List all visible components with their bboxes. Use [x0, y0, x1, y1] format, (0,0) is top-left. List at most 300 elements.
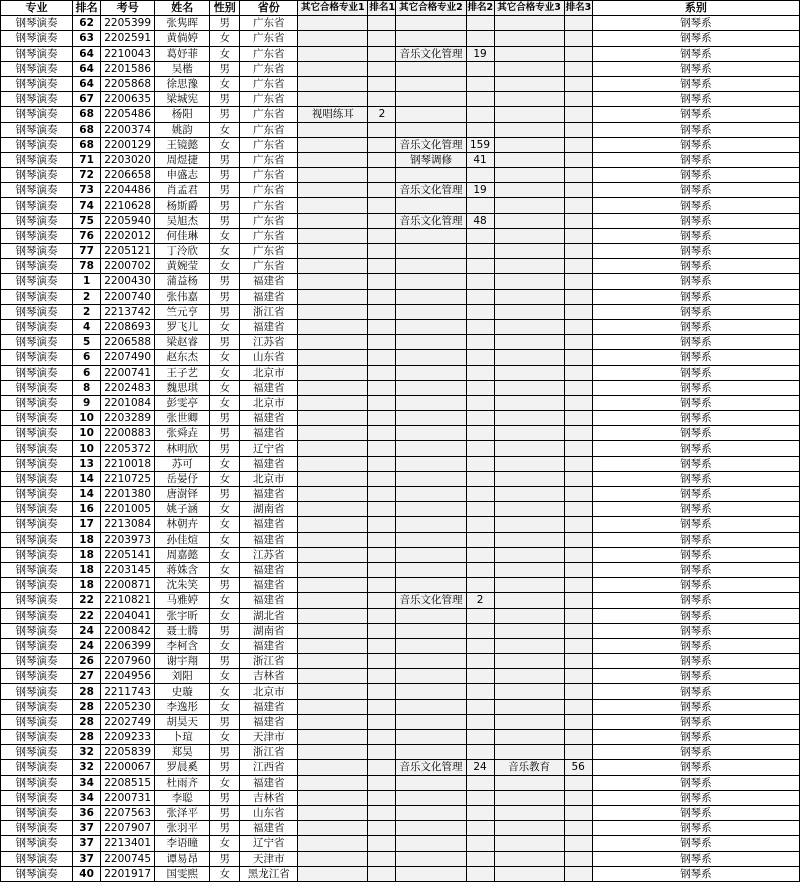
- cell-rank-3: 56: [564, 760, 592, 775]
- cell-rank: 28: [73, 714, 101, 729]
- cell-rank-3: [564, 456, 592, 471]
- cell-other-major-1: [298, 319, 368, 334]
- cell-other-major-3: [494, 805, 564, 820]
- cell-other-major-2: [396, 31, 466, 46]
- cell-gender: 女: [210, 228, 240, 243]
- cell-province: 福建省: [240, 426, 298, 441]
- cell-gender: 男: [210, 92, 240, 107]
- cell-rank: 78: [73, 259, 101, 274]
- cell-province: 浙江省: [240, 654, 298, 669]
- cell-other-major-3: [494, 517, 564, 532]
- cell-major: 钢琴演奏: [1, 532, 73, 547]
- cell-major: 钢琴演奏: [1, 198, 73, 213]
- cell-rank-2: [466, 61, 494, 76]
- cell-other-major-1: [298, 411, 368, 426]
- cell-major: 钢琴演奏: [1, 638, 73, 653]
- cell-major: 钢琴演奏: [1, 730, 73, 745]
- cell-rank-2: [466, 775, 494, 790]
- cell-major: 钢琴演奏: [1, 502, 73, 517]
- cell-name: 史璇: [155, 684, 210, 699]
- cell-other-major-3: [494, 608, 564, 623]
- cell-rank: 76: [73, 228, 101, 243]
- cell-rank-2: [466, 532, 494, 547]
- cell-exam-no: 2201586: [101, 61, 155, 76]
- cell-other-major-3: [494, 426, 564, 441]
- cell-other-major-2: [396, 198, 466, 213]
- cell-rank-2: [466, 380, 494, 395]
- cell-rank-1: [368, 183, 396, 198]
- cell-exam-no: 2210628: [101, 198, 155, 213]
- cell-province: 江苏省: [240, 335, 298, 350]
- table-row: [1, 152, 800, 167]
- cell-rank-1: [368, 137, 396, 152]
- cell-other-major-2: [396, 517, 466, 532]
- cell-exam-no: 2201084: [101, 395, 155, 410]
- cell-other-major-3: [494, 471, 564, 486]
- cell-exam-no: 2200067: [101, 760, 155, 775]
- cell-rank-3: [564, 745, 592, 760]
- header-other-major-3: 其它合格专业3: [494, 1, 564, 16]
- cell-other-major-2: [396, 836, 466, 851]
- cell-other-major-2: [396, 562, 466, 577]
- cell-rank-3: [564, 411, 592, 426]
- cell-other-major-2: [396, 487, 466, 502]
- cell-other-major-3: [494, 654, 564, 669]
- cell-rank-1: [368, 593, 396, 608]
- cell-exam-no: 2207563: [101, 805, 155, 820]
- cell-gender: 男: [210, 304, 240, 319]
- cell-other-major-2: [396, 578, 466, 593]
- cell-rank: 2: [73, 289, 101, 304]
- cell-rank-2: [466, 411, 494, 426]
- cell-rank: 1: [73, 274, 101, 289]
- cell-exam-no: 2207960: [101, 654, 155, 669]
- cell-province: 福建省: [240, 274, 298, 289]
- cell-rank-1: [368, 699, 396, 714]
- table-row: [1, 593, 800, 608]
- cell-exam-no: 2210725: [101, 471, 155, 486]
- cell-exam-no: 2205121: [101, 244, 155, 259]
- cell-department: 钢琴系: [592, 502, 799, 517]
- cell-major: 钢琴演奏: [1, 562, 73, 577]
- cell-department: 钢琴系: [592, 198, 799, 213]
- cell-rank: 67: [73, 92, 101, 107]
- cell-other-major-1: [298, 335, 368, 350]
- cell-exam-no: 2208515: [101, 775, 155, 790]
- cell-rank-3: [564, 517, 592, 532]
- cell-department: 钢琴系: [592, 638, 799, 653]
- cell-exam-no: 2200702: [101, 259, 155, 274]
- cell-province: 北京市: [240, 471, 298, 486]
- cell-other-major-1: [298, 471, 368, 486]
- cell-other-major-1: [298, 805, 368, 820]
- cell-rank-2: [466, 122, 494, 137]
- cell-exam-no: 2210043: [101, 46, 155, 61]
- cell-rank-2: [466, 289, 494, 304]
- cell-other-major-2: [396, 502, 466, 517]
- cell-rank-2: [466, 562, 494, 577]
- cell-other-major-1: [298, 745, 368, 760]
- cell-rank-3: [564, 168, 592, 183]
- cell-major: 钢琴演奏: [1, 16, 73, 31]
- cell-province: 福建省: [240, 411, 298, 426]
- cell-rank-2: [466, 699, 494, 714]
- cell-name: 国雯熙: [155, 866, 210, 881]
- cell-gender: 女: [210, 866, 240, 881]
- cell-gender: 男: [210, 623, 240, 638]
- cell-province: 天津市: [240, 730, 298, 745]
- cell-name: 卜瑄: [155, 730, 210, 745]
- cell-exam-no: 2213742: [101, 304, 155, 319]
- cell-department: 钢琴系: [592, 365, 799, 380]
- cell-exam-no: 2205141: [101, 547, 155, 562]
- cell-gender: 女: [210, 730, 240, 745]
- cell-gender: 女: [210, 547, 240, 562]
- cell-other-major-1: [298, 517, 368, 532]
- cell-other-major-1: [298, 654, 368, 669]
- cell-other-major-1: [298, 638, 368, 653]
- cell-rank-2: [466, 335, 494, 350]
- cell-province: 黑龙江省: [240, 866, 298, 881]
- cell-other-major-3: [494, 16, 564, 31]
- cell-rank-1: [368, 608, 396, 623]
- cell-gender: 男: [210, 198, 240, 213]
- cell-other-major-3: [494, 669, 564, 684]
- cell-major: 钢琴演奏: [1, 335, 73, 350]
- cell-other-major-1: [298, 714, 368, 729]
- cell-rank: 6: [73, 350, 101, 365]
- cell-other-major-1: [298, 244, 368, 259]
- cell-rank-1: [368, 836, 396, 851]
- cell-rank-3: [564, 319, 592, 334]
- cell-department: 钢琴系: [592, 805, 799, 820]
- cell-name: 彭雯亭: [155, 395, 210, 410]
- cell-rank-3: [564, 441, 592, 456]
- cell-department: 钢琴系: [592, 183, 799, 198]
- cell-rank-2: [466, 669, 494, 684]
- cell-major: 钢琴演奏: [1, 851, 73, 866]
- cell-rank: 77: [73, 244, 101, 259]
- cell-rank-3: [564, 46, 592, 61]
- table-row: [1, 61, 800, 76]
- cell-exam-no: 2200740: [101, 289, 155, 304]
- cell-rank: 32: [73, 745, 101, 760]
- cell-province: 湖北省: [240, 608, 298, 623]
- cell-other-major-3: [494, 684, 564, 699]
- cell-rank-2: 41: [466, 152, 494, 167]
- cell-name: 张泽平: [155, 805, 210, 820]
- cell-major: 钢琴演奏: [1, 304, 73, 319]
- cell-other-major-2: [396, 107, 466, 122]
- cell-rank-2: [466, 684, 494, 699]
- cell-major: 钢琴演奏: [1, 517, 73, 532]
- cell-exam-no: 2203973: [101, 532, 155, 547]
- header-rank-1: 排名1: [368, 1, 396, 16]
- cell-province: 福建省: [240, 699, 298, 714]
- table-row: [1, 669, 800, 684]
- table-row: [1, 547, 800, 562]
- cell-rank-1: [368, 790, 396, 805]
- cell-exam-no: 2201005: [101, 502, 155, 517]
- cell-rank-3: [564, 623, 592, 638]
- cell-rank: 62: [73, 16, 101, 31]
- cell-other-major-3: [494, 380, 564, 395]
- header-department: 系别: [592, 1, 799, 16]
- cell-department: 钢琴系: [592, 684, 799, 699]
- cell-department: 钢琴系: [592, 714, 799, 729]
- cell-major: 钢琴演奏: [1, 547, 73, 562]
- cell-department: 钢琴系: [592, 350, 799, 365]
- cell-major: 钢琴演奏: [1, 228, 73, 243]
- cell-name: 张隽晖: [155, 16, 210, 31]
- table-row: [1, 836, 800, 851]
- cell-gender: 男: [210, 335, 240, 350]
- cell-name: 聂士腾: [155, 623, 210, 638]
- cell-other-major-3: [494, 547, 564, 562]
- cell-rank: 37: [73, 821, 101, 836]
- cell-rank-2: [466, 745, 494, 760]
- cell-other-major-2: 音乐文化管理: [396, 593, 466, 608]
- cell-rank-3: [564, 152, 592, 167]
- cell-gender: 女: [210, 319, 240, 334]
- cell-department: 钢琴系: [592, 16, 799, 31]
- cell-department: 钢琴系: [592, 547, 799, 562]
- cell-rank: 14: [73, 471, 101, 486]
- cell-other-major-3: [494, 487, 564, 502]
- cell-exam-no: 2206588: [101, 335, 155, 350]
- cell-name: 赵东杰: [155, 350, 210, 365]
- cell-other-major-1: [298, 562, 368, 577]
- cell-other-major-1: [298, 304, 368, 319]
- cell-other-major-1: [298, 61, 368, 76]
- cell-other-major-2: 音乐文化管理: [396, 213, 466, 228]
- cell-exam-no: 2205940: [101, 213, 155, 228]
- cell-other-major-1: [298, 122, 368, 137]
- cell-department: 钢琴系: [592, 319, 799, 334]
- cell-department: 钢琴系: [592, 775, 799, 790]
- cell-name: 林明欣: [155, 441, 210, 456]
- cell-other-major-1: [298, 623, 368, 638]
- cell-province: 辽宁省: [240, 441, 298, 456]
- cell-rank: 5: [73, 335, 101, 350]
- cell-name: 刘阳: [155, 669, 210, 684]
- cell-exam-no: 2206658: [101, 168, 155, 183]
- cell-exam-no: 2200731: [101, 790, 155, 805]
- cell-gender: 男: [210, 578, 240, 593]
- cell-gender: 男: [210, 654, 240, 669]
- cell-rank-2: [466, 578, 494, 593]
- cell-rank-3: [564, 790, 592, 805]
- cell-major: 钢琴演奏: [1, 669, 73, 684]
- table-row: [1, 730, 800, 745]
- cell-rank-3: [564, 851, 592, 866]
- cell-major: 钢琴演奏: [1, 821, 73, 836]
- cell-other-major-2: [396, 395, 466, 410]
- cell-department: 钢琴系: [592, 213, 799, 228]
- table-row: [1, 487, 800, 502]
- cell-rank-1: [368, 61, 396, 76]
- cell-rank-2: [466, 76, 494, 91]
- cell-rank-3: [564, 836, 592, 851]
- cell-other-major-3: [494, 228, 564, 243]
- cell-name: 孙佳煊: [155, 532, 210, 547]
- cell-name: 梁赵睿: [155, 335, 210, 350]
- cell-exam-no: 2205486: [101, 107, 155, 122]
- table-row: [1, 335, 800, 350]
- cell-department: 钢琴系: [592, 46, 799, 61]
- cell-name: 杜雨齐: [155, 775, 210, 790]
- cell-other-major-2: [396, 244, 466, 259]
- cell-other-major-2: [396, 61, 466, 76]
- cell-department: 钢琴系: [592, 532, 799, 547]
- cell-rank-2: [466, 790, 494, 805]
- cell-major: 钢琴演奏: [1, 152, 73, 167]
- table-row: [1, 426, 800, 441]
- cell-other-major-3: [494, 836, 564, 851]
- cell-name: 葛妤菲: [155, 46, 210, 61]
- cell-other-major-3: [494, 866, 564, 881]
- cell-other-major-2: [396, 866, 466, 881]
- cell-rank: 63: [73, 31, 101, 46]
- cell-rank: 24: [73, 638, 101, 653]
- cell-name: 周煜捷: [155, 152, 210, 167]
- cell-rank: 37: [73, 836, 101, 851]
- cell-rank-2: [466, 714, 494, 729]
- cell-rank-1: [368, 289, 396, 304]
- cell-major: 钢琴演奏: [1, 92, 73, 107]
- cell-rank-1: [368, 395, 396, 410]
- cell-other-major-2: [396, 365, 466, 380]
- cell-other-major-1: [298, 46, 368, 61]
- cell-gender: 女: [210, 456, 240, 471]
- cell-gender: 女: [210, 31, 240, 46]
- cell-other-major-3: [494, 638, 564, 653]
- cell-rank-3: [564, 289, 592, 304]
- cell-rank: 36: [73, 805, 101, 820]
- cell-other-major-1: [298, 76, 368, 91]
- cell-exam-no: 2206399: [101, 638, 155, 653]
- cell-exam-no: 2200842: [101, 623, 155, 638]
- cell-other-major-1: [298, 669, 368, 684]
- cell-other-major-1: [298, 502, 368, 517]
- cell-province: 广东省: [240, 168, 298, 183]
- table-header-row: [1, 1, 800, 16]
- cell-department: 钢琴系: [592, 517, 799, 532]
- cell-department: 钢琴系: [592, 471, 799, 486]
- cell-exam-no: 2201917: [101, 866, 155, 881]
- cell-rank-2: 159: [466, 137, 494, 152]
- cell-rank-3: [564, 775, 592, 790]
- cell-other-major-2: [396, 304, 466, 319]
- header-other-major-1: 其它合格专业1: [298, 1, 368, 16]
- cell-other-major-3: [494, 198, 564, 213]
- cell-rank-3: [564, 532, 592, 547]
- cell-other-major-2: [396, 259, 466, 274]
- cell-other-major-2: [396, 699, 466, 714]
- cell-other-major-3: [494, 259, 564, 274]
- cell-other-major-2: [396, 745, 466, 760]
- cell-department: 钢琴系: [592, 137, 799, 152]
- cell-name: 唐澍铎: [155, 487, 210, 502]
- cell-rank: 10: [73, 411, 101, 426]
- table-row: [1, 259, 800, 274]
- cell-other-major-3: [494, 107, 564, 122]
- cell-major: 钢琴演奏: [1, 107, 73, 122]
- cell-gender: 女: [210, 593, 240, 608]
- cell-major: 钢琴演奏: [1, 380, 73, 395]
- cell-department: 钢琴系: [592, 380, 799, 395]
- table-row: [1, 578, 800, 593]
- cell-rank-1: [368, 274, 396, 289]
- cell-gender: 女: [210, 46, 240, 61]
- table-row: [1, 274, 800, 289]
- cell-name: 周嘉懿: [155, 547, 210, 562]
- cell-name: 吴旭杰: [155, 213, 210, 228]
- cell-gender: 女: [210, 502, 240, 517]
- cell-province: 广东省: [240, 213, 298, 228]
- cell-province: 福建省: [240, 456, 298, 471]
- cell-name: 蒲益杨: [155, 274, 210, 289]
- cell-gender: 男: [210, 821, 240, 836]
- cell-rank-2: [466, 198, 494, 213]
- table-row: [1, 365, 800, 380]
- cell-rank-1: 2: [368, 107, 396, 122]
- cell-rank-3: [564, 350, 592, 365]
- cell-department: 钢琴系: [592, 441, 799, 456]
- table-row: [1, 168, 800, 183]
- cell-other-major-3: [494, 76, 564, 91]
- cell-other-major-2: [396, 547, 466, 562]
- cell-other-major-1: [298, 92, 368, 107]
- cell-exam-no: 2200871: [101, 578, 155, 593]
- cell-other-major-2: 音乐文化管理: [396, 46, 466, 61]
- cell-other-major-2: [396, 669, 466, 684]
- cell-rank-1: [368, 547, 396, 562]
- cell-other-major-3: [494, 532, 564, 547]
- cell-rank-1: [368, 350, 396, 365]
- cell-other-major-2: [396, 76, 466, 91]
- cell-gender: 女: [210, 836, 240, 851]
- cell-rank: 18: [73, 578, 101, 593]
- cell-name: 杨阳: [155, 107, 210, 122]
- table-row: [1, 304, 800, 319]
- cell-rank-1: [368, 152, 396, 167]
- cell-gender: 男: [210, 745, 240, 760]
- cell-major: 钢琴演奏: [1, 168, 73, 183]
- cell-department: 钢琴系: [592, 745, 799, 760]
- cell-rank: 71: [73, 152, 101, 167]
- cell-other-major-2: [396, 638, 466, 653]
- table-row: [1, 76, 800, 91]
- table-row: [1, 638, 800, 653]
- cell-rank-3: [564, 669, 592, 684]
- cell-province: 山东省: [240, 805, 298, 820]
- cell-rank-1: [368, 31, 396, 46]
- cell-rank-3: [564, 714, 592, 729]
- cell-exam-no: 2205230: [101, 699, 155, 714]
- cell-rank-3: [564, 107, 592, 122]
- cell-rank-1: [368, 654, 396, 669]
- cell-other-major-2: 音乐文化管理: [396, 760, 466, 775]
- cell-rank-1: [368, 684, 396, 699]
- cell-rank-3: [564, 821, 592, 836]
- cell-exam-no: 2205372: [101, 441, 155, 456]
- cell-major: 钢琴演奏: [1, 259, 73, 274]
- cell-name: 李逸彤: [155, 699, 210, 714]
- cell-rank: 10: [73, 426, 101, 441]
- cell-gender: 女: [210, 380, 240, 395]
- cell-rank-3: [564, 304, 592, 319]
